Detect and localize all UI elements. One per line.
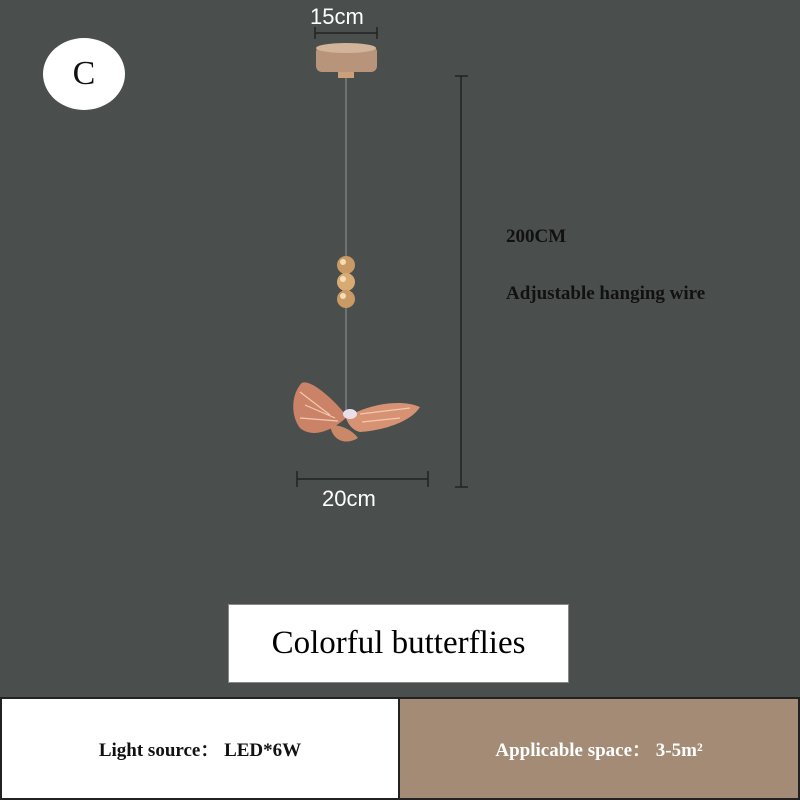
bottom-width-label: 20cm bbox=[322, 486, 376, 511]
product-title: Colorful butterflies bbox=[271, 625, 526, 661]
light-source-text: Light source： LED*6W bbox=[98, 740, 302, 761]
ceiling-canopy bbox=[316, 43, 377, 78]
light-source-cell bbox=[2, 699, 400, 798]
length-dimension-line bbox=[455, 76, 468, 487]
length-spec: 200CM bbox=[506, 226, 567, 247]
gold-beads bbox=[337, 256, 355, 308]
applicable-space-cell bbox=[400, 699, 798, 798]
butterfly-lamp bbox=[293, 382, 420, 441]
top-width-label: 15cm bbox=[310, 4, 364, 29]
applicable-space-text: Applicable space： 3-5m² bbox=[495, 740, 703, 761]
product-title-box bbox=[228, 604, 569, 683]
variant-label: C bbox=[72, 55, 96, 92]
bottom-width-dimension-line bbox=[297, 471, 428, 487]
variant-badge bbox=[43, 38, 125, 110]
wire-spec: Adjustable hanging wire bbox=[506, 283, 706, 304]
spec-footer bbox=[0, 697, 800, 800]
